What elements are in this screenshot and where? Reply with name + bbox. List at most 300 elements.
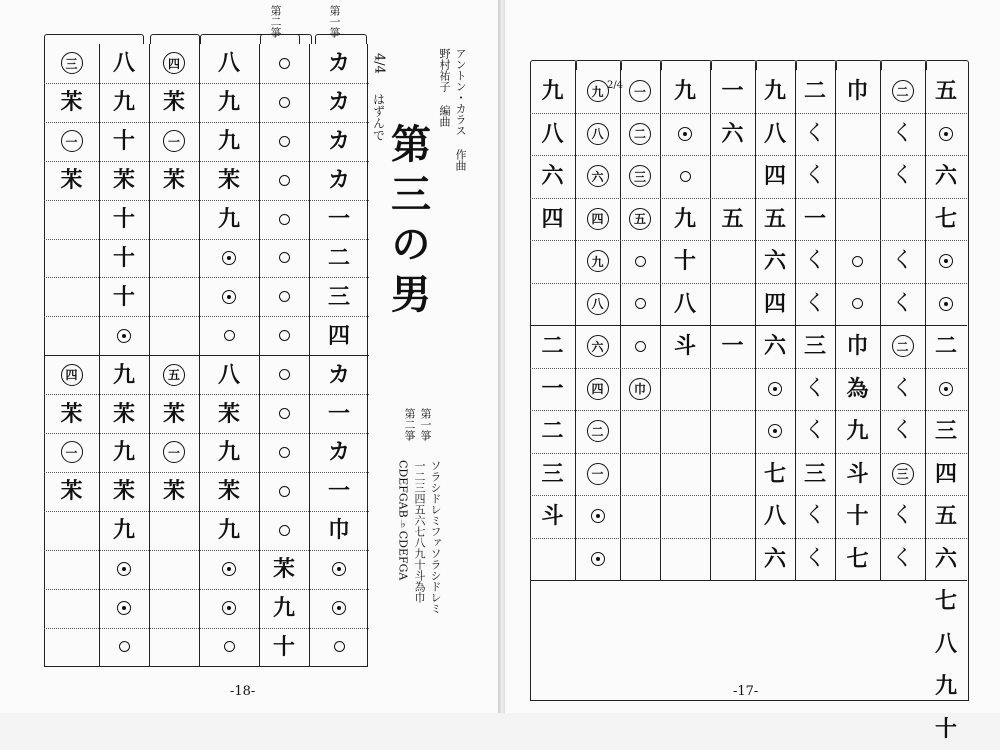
notation-glyph: 七 — [935, 590, 957, 612]
dotted-circle-mark — [332, 601, 346, 615]
notation-cell — [309, 277, 369, 316]
dotted-circle-mark — [939, 382, 953, 396]
notation-cell — [925, 410, 967, 453]
notation-glyph: 十 — [846, 505, 868, 527]
tempo-marking: はずんで — [370, 82, 388, 152]
notation-cell — [710, 198, 755, 241]
column-tab — [880, 60, 927, 70]
notation-cell — [530, 113, 575, 156]
notation-cell — [530, 453, 575, 496]
notation-glyph: 㭉 — [60, 480, 82, 502]
notation-glyph: 九 — [846, 420, 868, 442]
open-string-mark — [635, 256, 646, 267]
notation-glyph: 二 — [804, 80, 826, 102]
notation-cell — [795, 538, 835, 581]
dotted-circle-mark — [768, 382, 782, 396]
open-string-mark — [279, 525, 290, 536]
notation-cell — [199, 550, 259, 589]
notation-cell — [199, 355, 259, 394]
notation-glyph: 九 — [113, 519, 135, 541]
notation-glyph: 五 — [764, 208, 786, 230]
circled-string-number: 四 — [587, 208, 609, 230]
notation-glyph: 一 — [328, 480, 350, 502]
column-tab — [530, 60, 577, 70]
piece-title: 第三の男 — [388, 128, 428, 318]
circled-string-number: 八 — [587, 123, 609, 145]
tuning-first-label: 第一箏 — [418, 402, 432, 446]
left-page — [0, 0, 500, 713]
notation-glyph: 八 — [764, 123, 786, 145]
notation-glyph: 十 — [935, 718, 957, 740]
notation-glyph: 斗 — [846, 463, 868, 485]
notation-cell — [199, 394, 259, 433]
notation-cell — [880, 410, 925, 453]
circled-string-number: 二 — [892, 80, 914, 102]
notation-cell — [309, 589, 369, 628]
notation-cell — [99, 277, 149, 316]
notation-cell — [795, 113, 835, 156]
column-tab — [835, 60, 882, 70]
notation-cell — [620, 70, 660, 113]
circled-string-number: 一 — [587, 463, 609, 485]
notation-cell — [880, 538, 925, 581]
notation-glyph: 七 — [764, 463, 786, 485]
repeat-mark: く — [804, 548, 826, 570]
notation-cell — [880, 453, 925, 496]
notation-cell — [795, 155, 835, 198]
notation-glyph: 九 — [218, 519, 240, 541]
circled-string-number: 九 — [587, 250, 609, 272]
notation-glyph: 巾 — [846, 80, 868, 102]
notation-cell — [575, 325, 620, 368]
notation-cell — [309, 161, 369, 200]
notation-cell — [99, 550, 149, 589]
notation-glyph: 㭉 — [163, 480, 185, 502]
notation-glyph: 巾 — [846, 335, 868, 357]
notation-glyph: 九 — [113, 364, 135, 386]
notation-cell — [755, 283, 795, 326]
notation-cell — [925, 70, 967, 113]
notation-cell — [99, 511, 149, 550]
notation-cell — [710, 70, 755, 113]
notation-glyph: 十 — [674, 250, 696, 272]
dotted-circle-mark — [222, 251, 236, 265]
notation-cell — [309, 239, 369, 278]
repeat-mark: く — [804, 165, 826, 187]
notation-cell — [149, 161, 199, 200]
open-string-mark — [279, 252, 290, 263]
notation-cell — [835, 368, 880, 411]
circled-string-number: 六 — [587, 335, 609, 357]
notation-cell — [44, 472, 99, 511]
notation-cell — [835, 240, 880, 283]
notation-cell — [795, 198, 835, 241]
notation-cell — [575, 240, 620, 283]
notation-glyph: 四 — [328, 325, 350, 347]
notation-cell — [880, 155, 925, 198]
notation-cell — [660, 113, 710, 156]
circled-string-number: 六 — [587, 165, 609, 187]
notation-cell — [309, 316, 369, 355]
circled-string-number: 三 — [892, 463, 914, 485]
notation-cell — [259, 433, 309, 472]
notation-cell — [199, 161, 259, 200]
notation-glyph: カ — [328, 91, 350, 113]
notation-glyph: 㭉 — [113, 480, 135, 502]
notation-cell — [99, 239, 149, 278]
notation-glyph: 十 — [273, 636, 295, 658]
notation-cell — [925, 283, 967, 326]
open-string-mark — [279, 408, 290, 419]
notation-glyph: 㭉 — [60, 91, 82, 113]
tuning-pitch-letters: CDEFGAB♭CDEFGA — [396, 460, 410, 640]
notation-cell — [925, 708, 967, 750]
notation-cell — [99, 355, 149, 394]
open-string-mark — [279, 214, 290, 225]
notation-glyph: 一 — [541, 378, 563, 400]
dotted-circle-mark — [117, 562, 131, 576]
notation-glyph: 四 — [764, 293, 786, 315]
repeat-mark: く — [891, 505, 913, 527]
notation-cell — [575, 495, 620, 538]
right-page — [505, 0, 1000, 713]
notation-cell — [44, 83, 99, 122]
second-koto-header: 第二箏 — [265, 4, 285, 38]
notation-cell — [575, 155, 620, 198]
notation-glyph: カ — [328, 169, 350, 191]
notation-cell — [309, 550, 369, 589]
notation-cell — [925, 113, 967, 156]
notation-cell — [795, 325, 835, 368]
notation-cell — [620, 368, 660, 411]
notation-cell — [149, 122, 199, 161]
notation-cell — [530, 155, 575, 198]
notation-cell — [755, 410, 795, 453]
open-string-mark — [279, 447, 290, 458]
dotted-circle-mark — [591, 552, 605, 566]
repeat-mark: く — [891, 293, 913, 315]
circled-string-number: 五 — [163, 364, 185, 386]
notation-cell — [755, 538, 795, 581]
notation-cell — [710, 325, 755, 368]
notation-cell — [755, 198, 795, 241]
notation-glyph: 一 — [328, 208, 350, 230]
notation-glyph: 㭉 — [113, 403, 135, 425]
notation-glyph: 九 — [218, 208, 240, 230]
notation-cell — [199, 589, 259, 628]
tuning-second-label: 第二箏 — [402, 402, 416, 446]
notation-cell — [880, 240, 925, 283]
notation-glyph: 㭉 — [218, 403, 240, 425]
notation-cell — [44, 433, 99, 472]
notation-cell — [620, 283, 660, 326]
circled-string-number: 八 — [587, 293, 609, 315]
notation-cell — [925, 240, 967, 283]
notation-glyph: 九 — [764, 80, 786, 102]
time-signature: 4/4 — [370, 48, 388, 78]
notation-glyph: 七 — [935, 208, 957, 230]
dotted-circle-mark — [768, 424, 782, 438]
circled-string-number: 一 — [163, 130, 185, 152]
column-tab — [660, 60, 712, 70]
notation-cell — [199, 83, 259, 122]
notation-cell — [880, 283, 925, 326]
composer-credit: アントン・カラス 作曲 — [452, 48, 468, 168]
notation-cell — [309, 628, 369, 667]
notation-glyph: 四 — [935, 463, 957, 485]
notation-cell — [575, 368, 620, 411]
column-tab — [795, 60, 837, 70]
notation-cell — [880, 368, 925, 411]
notation-cell — [99, 200, 149, 239]
notation-cell — [309, 355, 369, 394]
repeat-mark: く — [891, 123, 913, 145]
notation-glyph: 八 — [764, 505, 786, 527]
notation-cell — [620, 113, 660, 156]
notation-cell — [575, 410, 620, 453]
notation-cell — [925, 623, 967, 666]
open-string-mark — [224, 330, 235, 341]
notation-glyph: 六 — [764, 250, 786, 272]
notation-cell — [660, 198, 710, 241]
repeat-mark: く — [804, 505, 826, 527]
circled-string-number: 二 — [629, 123, 651, 145]
notation-cell — [755, 113, 795, 156]
notation-cell — [149, 355, 199, 394]
notation-glyph: 二 — [935, 335, 957, 357]
time-signature-right: 2/4 — [605, 78, 625, 92]
circled-string-number: 一 — [61, 130, 83, 152]
notation-cell — [925, 453, 967, 496]
column-tab — [755, 60, 797, 70]
circled-string-number: 五 — [629, 208, 651, 230]
notation-cell — [99, 122, 149, 161]
open-string-mark — [334, 641, 345, 652]
notation-glyph: 二 — [328, 247, 350, 269]
notation-cell — [620, 240, 660, 283]
first-koto-header: 第一箏 — [324, 4, 344, 38]
notation-cell — [755, 453, 795, 496]
notation-cell — [925, 580, 967, 623]
notation-cell — [755, 495, 795, 538]
notation-cell — [530, 495, 575, 538]
notation-cell — [44, 394, 99, 433]
notation-cell — [575, 283, 620, 326]
notation-cell — [199, 239, 259, 278]
open-string-mark — [224, 641, 235, 652]
notation-cell — [309, 44, 369, 83]
notation-cell — [835, 495, 880, 538]
notation-glyph: カ — [328, 441, 350, 463]
page-number-left: -18- — [230, 684, 255, 699]
notation-cell — [99, 44, 149, 83]
circled-string-number: 一 — [163, 441, 185, 463]
open-string-mark — [852, 256, 863, 267]
notation-cell — [755, 155, 795, 198]
notation-cell — [795, 410, 835, 453]
notation-cell — [99, 394, 149, 433]
open-string-mark — [680, 171, 691, 182]
notation-glyph: 六 — [935, 548, 957, 570]
circled-string-number: 四 — [61, 364, 83, 386]
notation-cell — [835, 453, 880, 496]
dotted-circle-mark — [939, 254, 953, 268]
open-string-mark — [279, 330, 290, 341]
notation-glyph: 八 — [674, 293, 696, 315]
circled-string-number: 四 — [587, 378, 609, 400]
notation-cell — [199, 511, 259, 550]
circled-string-number: 二 — [587, 420, 609, 442]
notation-glyph: 九 — [218, 130, 240, 152]
notation-cell — [199, 277, 259, 316]
open-string-mark — [279, 291, 290, 302]
repeat-mark: く — [804, 250, 826, 272]
notation-cell — [259, 628, 309, 667]
notation-cell — [660, 283, 710, 326]
notation-glyph: 㭉 — [60, 169, 82, 191]
notation-glyph: 四 — [764, 165, 786, 187]
open-string-mark — [279, 97, 290, 108]
notation-cell — [259, 44, 309, 83]
open-string-mark — [852, 298, 863, 309]
column-tab — [710, 60, 757, 70]
notation-cell — [44, 122, 99, 161]
notation-cell — [259, 83, 309, 122]
notation-glyph: 三 — [935, 420, 957, 442]
notation-glyph: 㭉 — [113, 169, 135, 191]
circled-string-number: 巾 — [629, 378, 651, 400]
notation-cell — [660, 240, 710, 283]
notation-cell — [99, 628, 149, 667]
open-string-mark — [635, 341, 646, 352]
notation-glyph: 二 — [541, 420, 563, 442]
notation-cell — [149, 472, 199, 511]
notation-glyph: 四 — [541, 208, 563, 230]
notation-glyph: 三 — [328, 286, 350, 308]
notation-cell — [259, 472, 309, 511]
notation-cell — [835, 325, 880, 368]
notation-cell — [199, 316, 259, 355]
notation-cell — [259, 122, 309, 161]
notation-cell — [755, 368, 795, 411]
open-string-mark — [279, 486, 290, 497]
notation-glyph: 斗 — [674, 335, 696, 357]
notation-cell — [199, 472, 259, 511]
repeat-mark: く — [804, 123, 826, 145]
column-tab — [315, 34, 367, 44]
notation-glyph: 八 — [541, 123, 563, 145]
open-string-mark — [279, 369, 290, 380]
right-bottom-rule — [530, 580, 967, 581]
notation-glyph: カ — [328, 130, 350, 152]
notation-glyph: 六 — [764, 548, 786, 570]
arranger-credit: 野村祐子 編曲 — [436, 48, 452, 148]
notation-glyph: 為 — [846, 378, 868, 400]
notation-cell — [199, 200, 259, 239]
notation-glyph: 九 — [218, 91, 240, 113]
dotted-circle-mark — [222, 601, 236, 615]
notation-cell — [309, 122, 369, 161]
notation-glyph: 八 — [113, 52, 135, 74]
notation-cell — [199, 122, 259, 161]
notation-cell — [149, 394, 199, 433]
notation-cell — [99, 161, 149, 200]
notation-glyph: 九 — [674, 208, 696, 230]
notation-cell — [44, 161, 99, 200]
notation-cell — [795, 70, 835, 113]
repeat-mark: く — [804, 420, 826, 442]
notation-glyph: 巾 — [328, 519, 350, 541]
notation-cell — [795, 240, 835, 283]
repeat-mark: く — [891, 165, 913, 187]
notation-cell — [835, 538, 880, 581]
dotted-circle-mark — [939, 127, 953, 141]
notation-cell — [44, 355, 99, 394]
notation-cell — [795, 283, 835, 326]
circled-string-number: 三 — [61, 52, 83, 74]
notation-cell — [259, 394, 309, 433]
dotted-circle-mark — [939, 297, 953, 311]
notation-cell — [309, 200, 369, 239]
notation-glyph: 㭉 — [163, 403, 185, 425]
notation-glyph: 五 — [721, 208, 743, 230]
notation-cell — [575, 453, 620, 496]
notation-cell — [99, 83, 149, 122]
notation-cell — [99, 472, 149, 511]
notation-cell — [660, 155, 710, 198]
notation-cell — [259, 511, 309, 550]
notation-cell — [259, 200, 309, 239]
notation-cell — [620, 198, 660, 241]
circled-string-number: 一 — [629, 80, 651, 102]
notation-cell — [925, 665, 967, 708]
notation-cell — [925, 198, 967, 241]
notation-glyph: 㭉 — [218, 169, 240, 191]
notation-cell — [530, 410, 575, 453]
circled-string-number: 二 — [892, 335, 914, 357]
column-tab — [575, 60, 622, 70]
repeat-mark: く — [804, 378, 826, 400]
notation-cell — [835, 70, 880, 113]
notation-glyph: 五 — [935, 80, 957, 102]
notation-cell — [99, 589, 149, 628]
notation-cell — [149, 83, 199, 122]
circled-string-number: 一 — [61, 441, 83, 463]
notation-glyph: 八 — [935, 633, 957, 655]
notation-cell — [795, 495, 835, 538]
notation-glyph: 六 — [764, 335, 786, 357]
notation-cell — [259, 239, 309, 278]
open-string-mark — [279, 175, 290, 186]
notation-cell — [149, 44, 199, 83]
notation-cell — [620, 155, 660, 198]
notation-cell — [620, 325, 660, 368]
notation-cell — [880, 113, 925, 156]
open-string-mark — [635, 298, 646, 309]
circled-string-number: 九 — [587, 80, 609, 102]
notation-glyph: カ — [328, 52, 350, 74]
notation-cell — [149, 433, 199, 472]
notation-glyph: 八 — [218, 364, 240, 386]
repeat-mark: く — [891, 378, 913, 400]
repeat-mark: く — [804, 293, 826, 315]
notation-cell — [925, 368, 967, 411]
notation-cell — [309, 394, 369, 433]
notation-glyph: 二 — [541, 335, 563, 357]
notation-cell — [795, 368, 835, 411]
notation-cell — [880, 495, 925, 538]
notation-glyph: 㭉 — [218, 480, 240, 502]
